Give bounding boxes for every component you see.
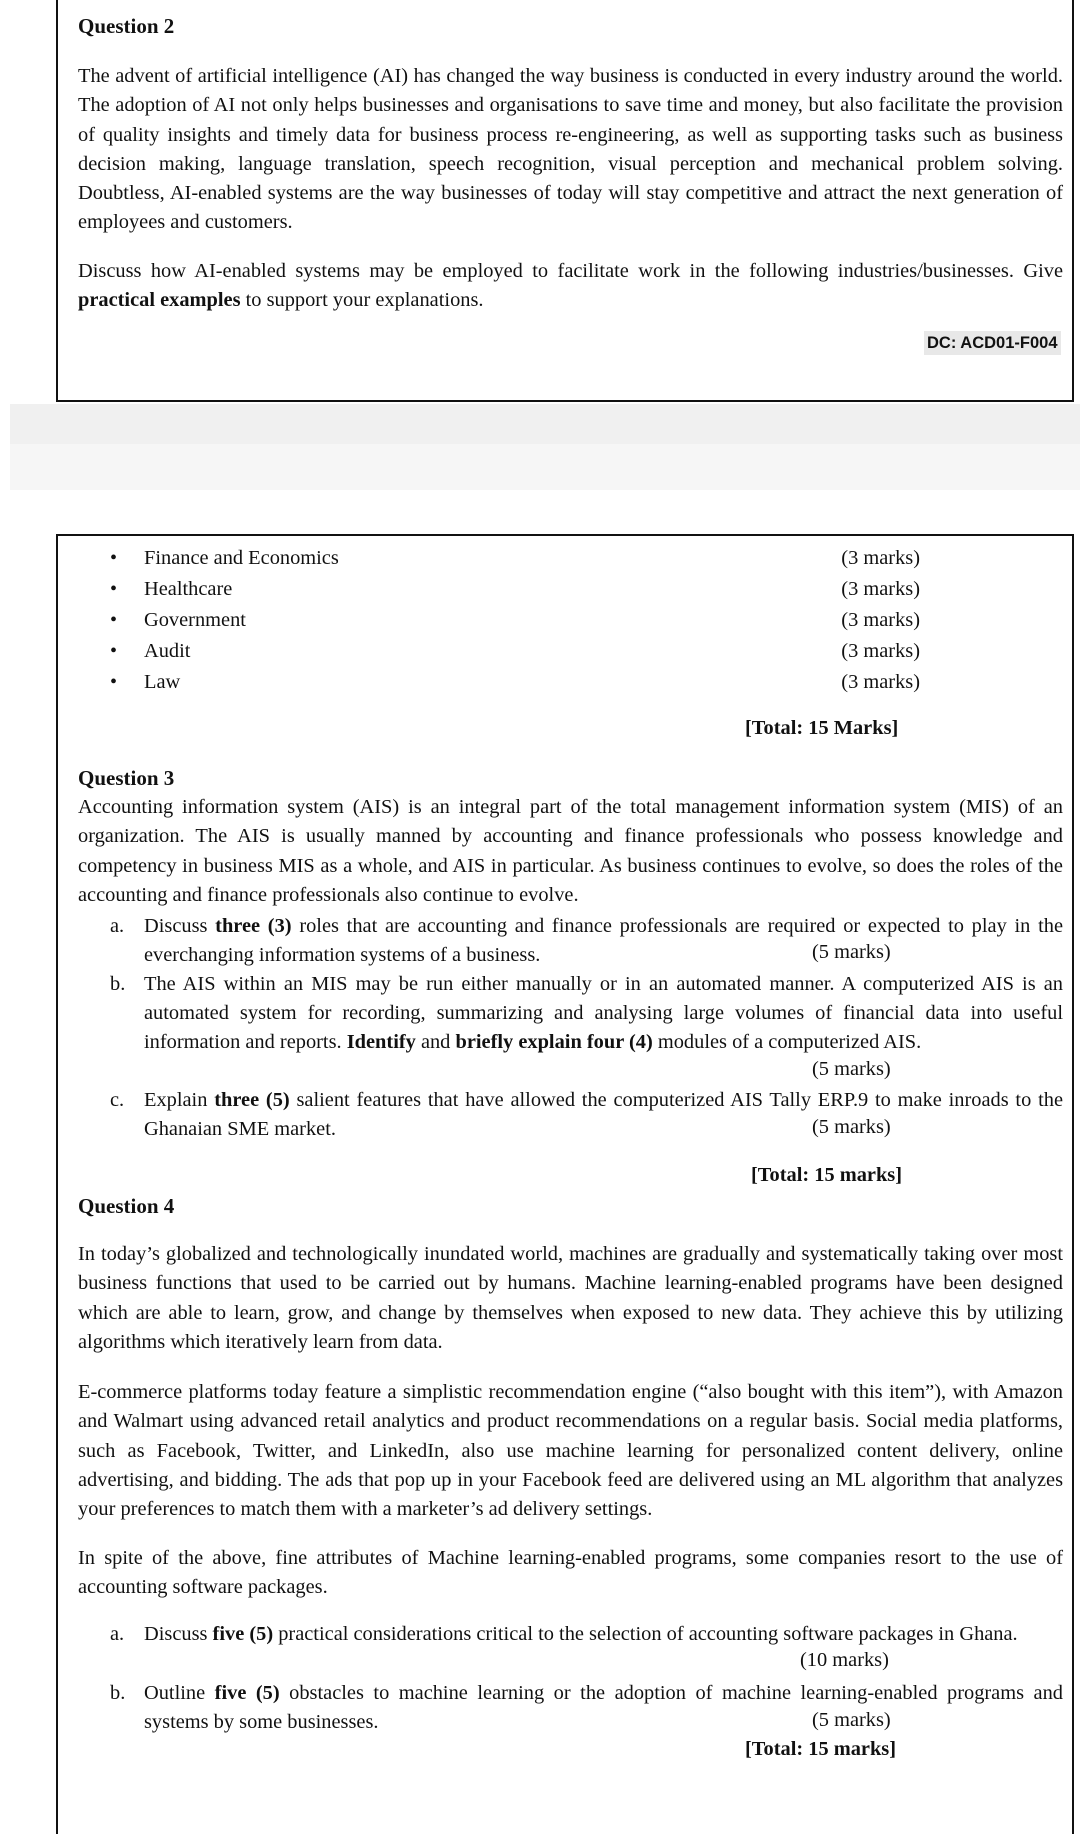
list-item-label: Finance and Economics xyxy=(144,547,339,569)
question-4-paragraph-3 xyxy=(78,1544,1063,1603)
part-text xyxy=(144,1086,1063,1144)
part-text-end: modules of a computerized AIS. xyxy=(652,1031,922,1053)
page-gap-lower xyxy=(10,444,1080,490)
question-2-paragraph-2 xyxy=(78,257,1063,316)
part-text-end: practical considerations critical to the selection of accounting software packages in Ghana. xyxy=(273,1623,1018,1645)
part-letter: b. xyxy=(110,1682,126,1704)
question-3-part-a xyxy=(110,912,1063,970)
bullet-icon: • xyxy=(110,671,118,693)
list-item xyxy=(110,544,920,572)
question-4-part-a xyxy=(110,1620,1063,1678)
part-text-start: Outline xyxy=(144,1682,215,1704)
part-emphasis: Identify xyxy=(346,1031,416,1053)
bullet-icon: • xyxy=(110,609,118,631)
document-code: DC: ACD01-F004 xyxy=(924,331,1061,355)
part-text xyxy=(144,970,1063,1057)
question-2-paragraph-2-text: Discuss how AI-enabled systems may be employed to facilitate work in the following industries/businesses. Give xyxy=(78,260,1063,282)
question-3-intro-text: Accounting information system (AIS) is an integral part of the total management information system (MIS) of an organization. The AIS is usually manned by accounting and finance professionals who possess knowledge and competency in business MIS as a whole, and AIS in particular. As business continues to evolve, so does the roles of the accounting and finance professionals also continue to evolve. xyxy=(78,796,1063,906)
part-text-end: obstacles to machine learning or the adoption of machine learning-enabled programs and systems by some businesses. xyxy=(144,1682,1063,1733)
list-item-marks: (3 marks) xyxy=(841,547,920,569)
question-3-part-c xyxy=(110,1086,1063,1144)
bullet-icon: • xyxy=(110,578,118,600)
part-text-end: roles that are accounting and finance professionals are required or expected to play in the everchanging information systems of a business. xyxy=(144,915,1064,966)
part-letter: c. xyxy=(110,1089,125,1111)
part-text-start: Explain xyxy=(144,1089,215,1111)
question-3-part-b-marks: (5 marks) xyxy=(812,1058,891,1080)
part-text-middle: and xyxy=(415,1031,456,1053)
question-4-paragraph-1 xyxy=(78,1240,1063,1357)
list-item-label: Healthcare xyxy=(144,578,233,600)
list-item-label: Law xyxy=(144,671,181,693)
part-letter: a. xyxy=(110,915,125,937)
list-item xyxy=(110,668,920,696)
question-3-part-a-marks: (5 marks) xyxy=(812,941,891,963)
part-text xyxy=(144,1620,1063,1649)
question-4-part-b-marks: (5 marks) xyxy=(812,1709,891,1731)
part-emphasis: three (5) xyxy=(214,1089,290,1111)
question-4-paragraph-2-text: E-commerce platforms today feature a simplistic recommendation engine (“also bought with this item”), with Amazon and Walmart using advanced retail analytics and product recommendations on a regular basis. Social media platforms, such as Facebook, Twitter, and LinkedIn, also use machine learning for personalized content delivery, online advertising, and bidding. The ads that pop up in your Facebook feed are delivered using an ML algorithm that analyzes your preferences to match them with a marketer’s ad delivery settings. xyxy=(78,1381,1063,1521)
list-item-label: Government xyxy=(144,609,246,631)
part-text-start: Discuss xyxy=(144,1623,213,1645)
part-text-start: Discuss xyxy=(144,915,216,937)
list-item xyxy=(110,637,920,665)
question-4-paragraph-3-text: In spite of the above, fine attributes of Machine learning-enabled programs, some companies resort to the use of accounting software packages. xyxy=(78,1547,1063,1599)
list-item xyxy=(110,575,920,603)
question-3-title: Question 3 xyxy=(78,766,175,790)
bullet-icon: • xyxy=(110,547,118,569)
practical-examples-emphasis: practical examples xyxy=(78,289,241,312)
bullet-icon: • xyxy=(110,640,118,662)
question-4-part-a-marks: (10 marks) xyxy=(800,1649,889,1671)
list-item-marks: (3 marks) xyxy=(841,609,920,631)
list-item-marks: (3 marks) xyxy=(841,640,920,662)
part-text-start: The AIS within an MIS may be run either manually or in an automated manner. A computerized AIS is an automated system for recording, summarizing and analysing large volumes of financial data into useful information and reports. xyxy=(144,973,1063,1053)
list-item-marks: (3 marks) xyxy=(841,578,920,600)
part-text xyxy=(144,1679,1063,1737)
part-letter: a. xyxy=(110,1623,125,1645)
part-letter: b. xyxy=(110,973,126,995)
question-2-total: [Total: 15 Marks] xyxy=(745,717,899,739)
question-4-paragraph-2 xyxy=(78,1378,1063,1524)
question-4-total: [Total: 15 marks] xyxy=(745,1738,897,1760)
list-item-marks: (3 marks) xyxy=(841,671,920,693)
question-4-paragraph-1-text: In today’s globalized and technologically inundated world, machines are gradually and systematically taking over most business functions that used to be carried out by humans. Machine learning-enabled programs have been designed which are able to learn, grow, and change by themselves when exposed to new data. They achieve this by utilizing algorithms which iteratively learn from data. xyxy=(78,1243,1063,1353)
part-text-end: salient features that have allowed the computerized AIS Tally ERP.9 to make inroads to the Ghanaian SME market. xyxy=(144,1089,1063,1140)
question-3-intro xyxy=(78,793,1063,910)
part-emphasis: five (5) xyxy=(212,1623,274,1645)
question-4-part-b xyxy=(110,1679,1063,1737)
page-gap xyxy=(10,404,1080,444)
part-emphasis: three (3) xyxy=(215,915,292,937)
question-3-part-c-marks: (5 marks) xyxy=(812,1116,891,1138)
question-4-title: Question 4 xyxy=(78,1194,175,1218)
part-text xyxy=(144,912,1063,970)
question-3-part-b xyxy=(110,970,1063,1058)
part-emphasis-2: briefly explain four (4) xyxy=(455,1031,653,1053)
list-item xyxy=(110,606,920,634)
question-2-paragraph-2-end: to support your explanations. xyxy=(240,289,484,312)
question-2-paragraph-1 xyxy=(78,62,1063,238)
part-emphasis: five (5) xyxy=(214,1682,280,1704)
list-item-label: Audit xyxy=(144,640,191,662)
question-2-title: Question 2 xyxy=(78,14,175,38)
question-3-total: [Total: 15 marks] xyxy=(751,1164,903,1186)
question-2-paragraph-1-text: The advent of artificial intelligence (AI) has changed the way business is conducted in every industry around the world. The adoption of AI not only helps businesses and organisations to save time and money, but also facilitate the provision of quality insights and timely data for business process re-engineering, as well as supporting tasks such as business decision making, language translation, speech recognition, visual perception and mechanical problem solving. Doubtless, AI-enabled systems are the way businesses of today will stay competitive and attract the next generation of employees and customers. xyxy=(78,65,1063,234)
